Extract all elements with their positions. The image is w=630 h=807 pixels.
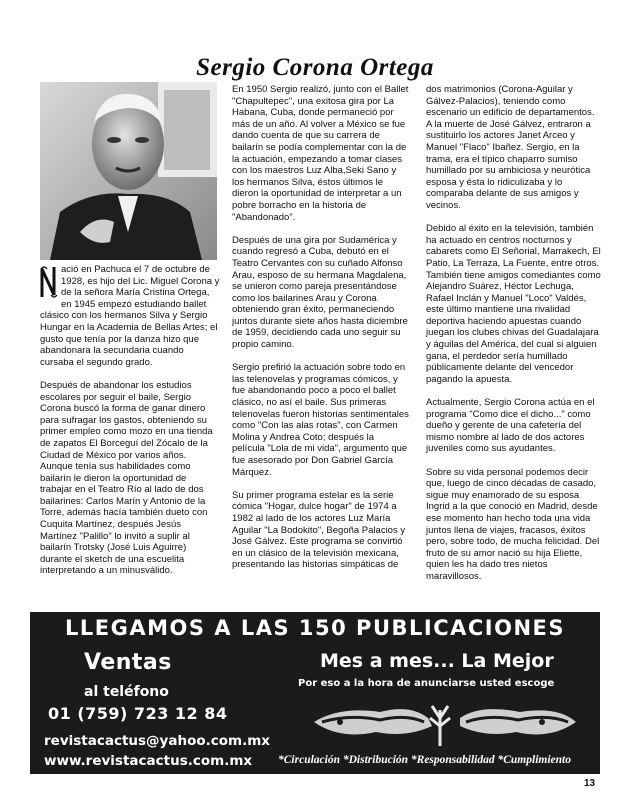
column-1 (40, 264, 220, 589)
paragraph: Sobre su vida personal podemos decir que, luego de cinco décadas de casado, sigue muy enamorado de su esposa Ingrid a la que conoció en Madrid, desde ese momento han hecho toda una vida juntos llena de viajes, fracasos, éxitos pero, sobre todo, de mucha felicidad. Del fruto de su amor nació su hija Eliette, quien les ha dado tres nietos maravillosos. (426, 466, 600, 582)
column-2 (232, 84, 409, 583)
cactus-logo-icon (310, 696, 580, 748)
paragraph: Su primer programa estelar es la serie cómica "Hogar, dulce hogar" de 1974 a 1982 al lado de los actores Luz María Aguilar "La Bodokito", Begoña Palacios y José Gálvez. Este programa se convirtió en un clásico de la televisión mexicana, presentando las historias simpáticas de (232, 489, 406, 571)
banner-slogan: Mes a mes... La Mejor (320, 650, 554, 672)
banner-subtitle: Por eso a la hora de anunciarse usted escoge (298, 678, 555, 689)
paragraph: Después de una gira por Sudamérica y cuando regresó a Cuba, debutó en el Teatro Cervantes con su cuñado Alfonso Arau, esposo de su hermana Magdalena, se unieron como pareja presentándose como los bailarines Arau y Corona obteniendo gran éxito, permaneciendo juntos durante siete años hasta diciembre de 1959, decidiendo cada uno seguir su propio camino. (232, 234, 408, 351)
banner-telefono: 01 (759) 723 12 84 (48, 704, 228, 723)
banner-headline: LLEGAMOS A LAS 150 PUBLICACIONES (65, 616, 565, 640)
banner-website: www.revistacactus.com.mx (44, 753, 253, 769)
banner-email: revistacactus@yahoo.com.mx (44, 733, 270, 749)
drop-cap-n-icon (40, 265, 58, 299)
banner-footer: *Circulación *Distribución *Responsabilidad *Cumplimiento (278, 754, 571, 766)
paragraph: dos matrimonios (Corona-Aguilar y Gálvez-Palacios), teniendo como escenario un edificio de departamentos. A la muerte de José Gálvez, entraron a sustituirlo los actores Janet Arceo y Manuel "Flaco" Ibañez. Sergio, en la trama, era el típico chaparro sumiso humillado por su ambiciosa y neurótica esposa y ésta lo ridiculizaba y lo comparaba delante de sus amigos y vecinos. (426, 84, 595, 211)
portrait-photo (40, 82, 217, 260)
banner-telefono-label: al teléfono (84, 684, 169, 700)
paragraph: Debido al éxito en la televisión, también ha actuado en centros nocturnos y cabarets como El Señorial, Marrakech, El Patio, La Terraza, La Fuente, entre otros. También tiene amigos comediantes como Alejandro Suárez, Héctor Lechuga, Rafael Inclán y Manuel "Loco" Valdés, este último mantiene una rivalidad deportiva haciendo apuestas cuando juegan los clubes chivas del Guadalajara y águilas del América, del cual si alguien gana, el perdedor sería humillado públicamente delante del vencedor pagando la apuesta. (426, 223, 601, 385)
paragraph: En 1950 Sergio realizó, junto con el Ballet "Chapultepec", una exitosa gira por La Habana, Cuba, donde permaneció por más de un año. Al volver a México se fue dando cuenta de que su carrera de bailarín se podía complementar con la de la actuación, empezando a tomar clases con los maestros Luz Alba,Seki Sano y los hermanos Silva, éstos últimos le dieron la oportunidad de interpretar a un pobre borracho en la historia de "Abandonado". (232, 84, 409, 223)
paragraph: Después de abandonar los estudios escolares por seguir el baile, Sergio Corona buscó la forma de ganar dinero para sufragar los gastos, obteniendo su primer empleo como mozo en una tienda de zapatos El Borceguí del Zócalo de la Ciudad de México por varios años. Aunque tenía sus habilidades como bailarín le dieron la oportunidad de trabajar en el Teatro Río al lado de dos bailarines: Carlos Marín y Antonio de la Torre, además hacía también dueto con Cuquita Martínez, después Jesús Martínez "Palillo" lo invitó a suplir al bailarín Trotsky (José Luis Aguirre) durante el sketch de una escuelita interpretando a un minusválido. (40, 379, 213, 577)
article-title: Sergio Corona Ortega (196, 54, 434, 81)
page-number: 13 (584, 778, 596, 789)
banner-ventas: Ventas (84, 650, 172, 675)
paragraph: Actualmente, Sergio Corona actúa en el programa "Como dice el dicho..." como dueño y gerente de una cafetería del mismo nombre al lado de dos actores juveniles como sus ayudantes. (426, 397, 595, 455)
advertisement-banner (30, 612, 600, 774)
paragraph: Sergio prefirió la actuación sobre todo en las telenovelas y programas cómicos, y fue abandonando poco a poco el ballet clásico, no así el baile. Sus primeras telenovelas fueron historias sentimentales como "Con las alas rotas", con Carmen Molina y Andrea Coto; después la película "Lola de mi vida", argumento que fue asesorado por Don Gabriel García Márquez. (232, 362, 409, 478)
paragraph: ació en Pachuca el 7 de octubre de 1928, es hijo del Lic. Miguel Corona y de la señora María Cristina Ortega, en 1945 empezó estudiando ballet clásico con los hermanos Silva y Sergio Hungar en la Academia de Bellas Artes; el gusto que tenía por la danza hizo que abandonara la secundaria cuando cursaba el segundo grado. (40, 264, 220, 368)
column-3 (426, 84, 602, 594)
